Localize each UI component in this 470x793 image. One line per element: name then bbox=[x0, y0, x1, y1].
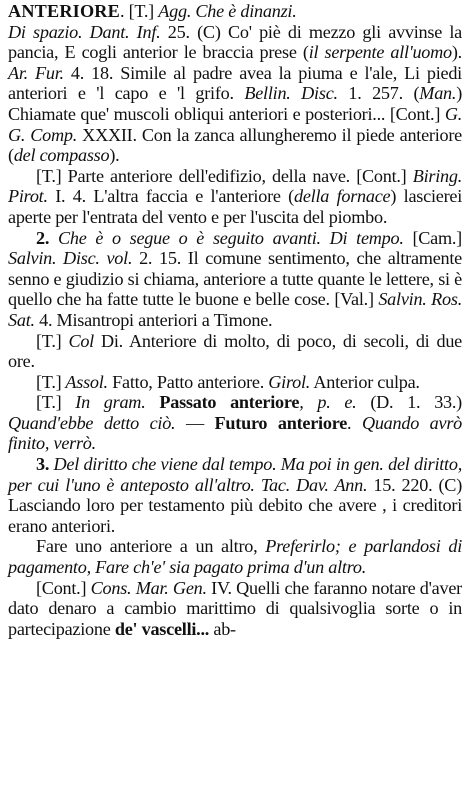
citation-text: 4. 18. Simile al padre avea la piuma e l'ale, Li piedi anteriori e 'l capo e 'l grifo. bbox=[8, 62, 462, 104]
sense-grammar bbox=[8, 392, 462, 454]
citation-text: ab- bbox=[209, 618, 236, 639]
separator: — bbox=[175, 412, 215, 433]
citation-text: 1. 257. ( bbox=[337, 83, 420, 104]
definition-text: Che è o segue o è seguito avanti. Di tempo. bbox=[57, 227, 404, 248]
citation-text: ). bbox=[109, 145, 120, 166]
definition-text: Del diritto che viene dal tempo. Ma poi in gen. del diritto, per cui l'uno è anteposto all'altro. Tac. Dav. Ann. bbox=[8, 454, 462, 495]
term: de' vascelli... bbox=[114, 618, 210, 639]
grammar-label: Assol. bbox=[61, 371, 108, 392]
citation-source: Di spazio. Dant. Inf. bbox=[8, 21, 161, 42]
sense-2-time bbox=[8, 228, 462, 331]
source-tag: [T.] bbox=[36, 165, 62, 186]
citation-text: 4. Misantropi anteriori a Timone. bbox=[34, 309, 273, 330]
separator: . bbox=[347, 412, 362, 433]
sense-building-part bbox=[8, 166, 462, 228]
grammar-label: In gram. bbox=[61, 392, 146, 413]
citation-text: I. 4. L'altra faccia e l'anteriore ( bbox=[47, 186, 294, 207]
gloss: della fornace bbox=[293, 186, 391, 207]
sense-make-anterior bbox=[8, 536, 462, 577]
term: Futuro anteriore bbox=[214, 412, 348, 433]
definition-text: Fatto, Patto anteriore. bbox=[107, 371, 269, 392]
term: Passato anteriore bbox=[145, 392, 300, 413]
gloss: , p. e. bbox=[299, 392, 357, 413]
citation-source: Biring. Pirot. bbox=[8, 165, 462, 207]
grammar-label: Agg. Che è dinanzi. bbox=[158, 1, 297, 21]
citation-text: (D. 1. 33.) bbox=[356, 392, 462, 413]
citation-source: Girol. bbox=[268, 371, 311, 392]
definition-text: Parte anteriore dell'edifizio, della nave. [Cont.] bbox=[61, 165, 413, 186]
source-tag: [T.] bbox=[128, 1, 154, 21]
citation-source: Cons. Mar. Gen. bbox=[90, 577, 207, 598]
gloss: il serpente all'uomo bbox=[308, 42, 452, 63]
citation-source: G. G. Comp. bbox=[8, 103, 462, 145]
headword: ANTERIORE bbox=[8, 1, 120, 21]
source-tag: [T.] bbox=[36, 371, 62, 392]
sense-number: 3. bbox=[36, 454, 54, 475]
citation-source: Salvin. Disc. vol. bbox=[8, 248, 133, 269]
example: Quand'ebbe detto ciò. bbox=[8, 412, 176, 433]
citation-text: IV. Quelli che faranno notare d'aver dato denaro a cambio marittimo di qualsivoglia sorte o in partecipazione bbox=[8, 577, 462, 639]
citation-text: XXXII. Con la zanca allungheremo il piede anteriore ( bbox=[8, 124, 462, 166]
source-tag: [T.] bbox=[36, 392, 62, 413]
source-tag: [T.] bbox=[36, 330, 62, 351]
sense-number: 2. bbox=[36, 227, 58, 248]
citation-source: Ar. Fur. bbox=[8, 62, 64, 83]
citation-text: ) lascierei aperte per l'entrata del vento e per l'uscita del piombo. bbox=[8, 186, 463, 227]
example: Quando avrò finito, verrò. bbox=[8, 412, 463, 454]
citation-text: 15. 220. (C) Lasciando loro per testamento più debito che avere , i creditori erano anteriori. bbox=[8, 474, 462, 536]
citation-text: Anterior culpa. bbox=[310, 371, 420, 392]
grammar-label: Col bbox=[61, 330, 94, 351]
sense-absolute bbox=[8, 372, 462, 393]
sense-3-right bbox=[8, 454, 462, 536]
citation-text: 2. 15. Il comune sentimento, che altramente senno e giudizio si chiama, anteriore a tutte quante le lettere, si è quello che ha fatte tutte le buone e belle cose. [Val.] bbox=[8, 248, 462, 310]
phrase: Fare uno anteriore a un altro, bbox=[36, 536, 266, 557]
gloss: Man. bbox=[419, 83, 457, 104]
citation-source: Bellin. Disc. bbox=[244, 83, 338, 104]
citation-text: 25. (C) Co' piè di mezzo gli avvinse la pancia, E cogli anterior le braccia prese ( bbox=[8, 21, 463, 63]
sense-maritime bbox=[8, 578, 462, 640]
citation-text: ) Chiamate que' muscoli obliqui anteriori e posteriori... [Cont.] bbox=[8, 83, 462, 124]
source-tag: [Cam.] bbox=[403, 227, 462, 248]
citation-source: Salvin. Ros. Sat. bbox=[8, 289, 462, 330]
definition-text: Di. Anteriore di molto, di poco, di secoli, di due ore. bbox=[8, 330, 462, 372]
definition-text: Preferirlo; e parlandosi di pagamento, Fare ch'e' sia pagato prima d'un altro. bbox=[8, 536, 463, 578]
source-tag: [Cont.] bbox=[36, 577, 91, 598]
sense-with-di bbox=[8, 331, 462, 372]
gloss: del compasso bbox=[13, 145, 110, 166]
sense-definition-spatial: ANTERIORE. [T.] Agg. Che è dinanzi. Di spazio. Dant. Inf. 25. (C) Co' piè di mezzo gli avvinse la pancia, E cogli anterior le braccia prese (il serpente all'uomo). Ar. Fur. 4. 18. Simile al padre avea la piuma e l'ale, Li piedi anteriori e 'l capo e 'l grifo. Bellin. Disc. 1. 257. (Man.) Chiamate que' muscoli obliqui anteriori e posteriori... [Cont.] G. G. Comp. XXXII. Con la zanca allungheremo il piede anteriore (del compasso). bbox=[8, 1, 463, 166]
citation-text: ). bbox=[451, 42, 462, 63]
